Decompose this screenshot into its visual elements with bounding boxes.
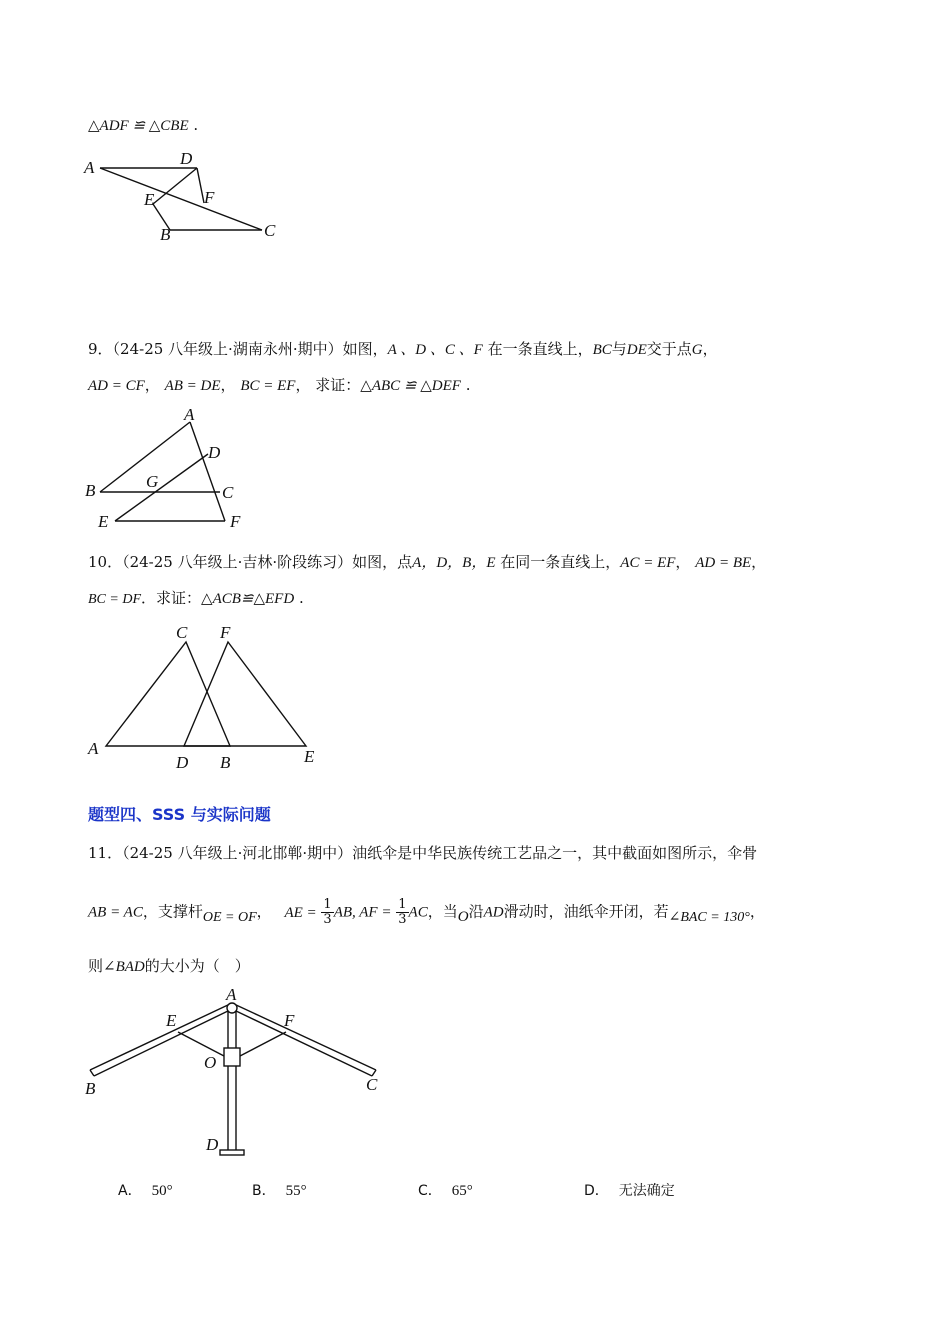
label-O: O: [204, 1053, 217, 1072]
label-D: D: [180, 149, 193, 168]
option-c-letter: C．: [418, 1183, 442, 1199]
problem9-cond3: BC = EF: [240, 378, 296, 394]
problem11-cond3b: AB, AF =: [333, 904, 392, 921]
fraction-2: $\frac{1}{3}$: [398, 897, 407, 927]
problem11-cond1: AB = AC: [88, 904, 143, 921]
problem11-text6: 则: [88, 957, 104, 975]
problem10-source: （24-25 八年级上·吉林·阶段练习）: [122, 553, 353, 571]
problem9-point-g: G: [691, 342, 703, 358]
problem9-text3: 交于点: [646, 340, 692, 358]
problem9-line1: [88, 338, 718, 361]
label-F: F: [284, 1011, 295, 1030]
joint-A: [227, 1003, 237, 1013]
label-C: C: [176, 623, 188, 642]
section-heading: 题型四、SSS 与实际问题: [88, 805, 271, 824]
label-E: E: [304, 747, 315, 766]
option-d-letter: D．: [584, 1183, 609, 1199]
problem11-number: 11．: [88, 844, 123, 862]
seg-DE: [153, 168, 197, 204]
problem11-angle-bac: ∠BAC = 130°: [668, 909, 750, 925]
problem9-prove-label: 求证：: [315, 376, 361, 394]
problem11-text7: 的大小为（ ）: [144, 957, 250, 975]
problem11-figure: [80, 984, 400, 1164]
label-D: D: [206, 1135, 219, 1154]
option-b[interactable]: [252, 1180, 307, 1200]
option-a-value: 50°: [151, 1183, 173, 1199]
option-a[interactable]: [118, 1180, 173, 1200]
seg-ED: [115, 454, 208, 521]
problem10-text2: 在同一条直线上，: [500, 553, 621, 571]
prev-conclusion-line: [88, 114, 198, 137]
problem10-cond2: AD = BE: [695, 555, 752, 571]
problem9-seg2: DE: [626, 342, 647, 358]
problem9-source: （24-25 八年级上·湖南永州·期中）: [112, 340, 343, 358]
rib-AC-upper: [234, 1004, 376, 1070]
problem11-text1: 油纸伞是中华民族传统工艺品之一，其中截面如图所示，伞骨: [352, 844, 758, 862]
problem11-cond3c: AC: [408, 904, 428, 921]
label-A: A: [88, 739, 99, 758]
problem11-text5: 滑动时，油纸伞开闭，若: [503, 902, 669, 921]
problem9-points: A 、D 、C 、F: [387, 342, 483, 358]
fraction-1: $\frac{1}{3}$: [323, 897, 332, 927]
problem11-line3: [88, 955, 250, 978]
problem9-yu: 与: [611, 340, 627, 358]
label-E: E: [166, 1011, 177, 1030]
option-d[interactable]: [584, 1180, 675, 1200]
label-A: A: [226, 985, 237, 1004]
problem10-prove-label: 求证：: [156, 589, 202, 607]
base-D: [220, 1150, 244, 1155]
problem9-seg1: BC: [592, 342, 612, 358]
problem11-text4: 沿: [468, 902, 484, 921]
label-B: B: [85, 1079, 96, 1098]
problem10-line1: 10．（24-25 八年级上·吉林·阶段练习）如图，点A，D，B，E 在同一条直线上，AC = EF， AD = BE，: [88, 553, 767, 571]
problem9-comma: ，: [702, 340, 718, 358]
problem10-line2: BC = DF．求证：△ACB≌△EFD .: [88, 589, 304, 607]
strut-OE: [178, 1032, 224, 1056]
problem10-cond3: BC = DF: [88, 592, 141, 607]
problem9-number: 9．: [88, 340, 113, 358]
label-C: C: [264, 221, 276, 240]
problem11-cond2: OE = OF: [202, 909, 257, 925]
problem10-figure: [80, 618, 340, 778]
problem10-cond1: AC = EF: [620, 555, 676, 571]
label-A: A: [184, 405, 195, 424]
seg-DF: [197, 168, 204, 203]
label-C: C: [366, 1075, 378, 1094]
strut-OF: [240, 1032, 286, 1056]
problem9-text1: 如图，: [342, 340, 388, 358]
problem11-text3: ，当: [427, 902, 458, 921]
problem9-goal: △ABC ≌ △DEF: [360, 378, 461, 394]
rib-AB-end: [90, 1070, 94, 1076]
problem9-cond2: AB = DE: [164, 378, 221, 394]
triangle-ACB: [106, 642, 230, 746]
label-G: G: [146, 472, 159, 491]
option-b-letter: B．: [252, 1183, 276, 1199]
problem9-text2: 在一条直线上，: [487, 340, 593, 358]
problem10-goal: △ACB≌△EFD: [201, 591, 295, 607]
label-B: B: [85, 481, 96, 500]
seg-AF: [190, 422, 225, 521]
option-a-letter: A．: [118, 1183, 142, 1199]
label-F: F: [204, 188, 215, 207]
problem9-figure: [80, 404, 280, 534]
label-E: E: [98, 512, 109, 531]
option-c[interactable]: [418, 1180, 473, 1200]
option-d-value: 无法确定: [618, 1183, 675, 1199]
label-E: E: [144, 190, 155, 209]
problem10-text1: 如图，点: [352, 553, 413, 571]
problem9-line2: AD = CF， AB = DE， BC = EF， 求证：△ABC ≌ △DEF .: [88, 376, 471, 394]
option-c-value: 65°: [451, 1183, 473, 1199]
prev-period: .: [193, 116, 199, 134]
rib-AC-lower: [234, 1010, 372, 1076]
problem11-cond3a: AE =: [284, 904, 317, 921]
problem11-text2: ，支撑杆: [142, 902, 203, 921]
label-B: B: [160, 225, 171, 244]
label-F: F: [220, 623, 231, 642]
problem11-angle-bad: ∠BAD: [103, 959, 145, 975]
label-B: B: [220, 753, 231, 772]
label-F: F: [230, 512, 241, 531]
option-b-value: 55°: [285, 1183, 307, 1199]
slider-O: [224, 1048, 240, 1066]
problem11-source: （24-25 八年级上·河北邯郸·期中）: [122, 844, 353, 862]
problem11-line1: [88, 842, 757, 864]
problem11-point-o: O: [457, 908, 469, 925]
problem11-line2: AB = AC，支撑杆OE = OF， AE = $\frac{1}{3}$ AB, AF = $\frac{1}{3}$ AC，当O沿AD滑动时，油纸伞开闭，若∠BAC = 130°，: [88, 897, 765, 927]
prev-figure: [80, 148, 300, 248]
seg-BA: [100, 422, 190, 492]
problem10-number: 10．: [88, 553, 123, 571]
prev-conclusion: △ADF ≌ △CBE: [88, 118, 189, 134]
label-C: C: [222, 483, 234, 502]
problem10-points: A，D，B，E: [412, 555, 496, 571]
problem9-period: .: [465, 376, 471, 394]
problem9-cond1: AD = CF: [88, 378, 145, 394]
problem11-seg-ad: AD: [483, 904, 504, 921]
label-D: D: [208, 443, 221, 462]
label-A: A: [84, 158, 95, 177]
seg-AC: [100, 168, 262, 230]
problem10-period: .: [298, 589, 304, 607]
label-D: D: [176, 753, 189, 772]
triangle-EFD: [184, 642, 306, 746]
